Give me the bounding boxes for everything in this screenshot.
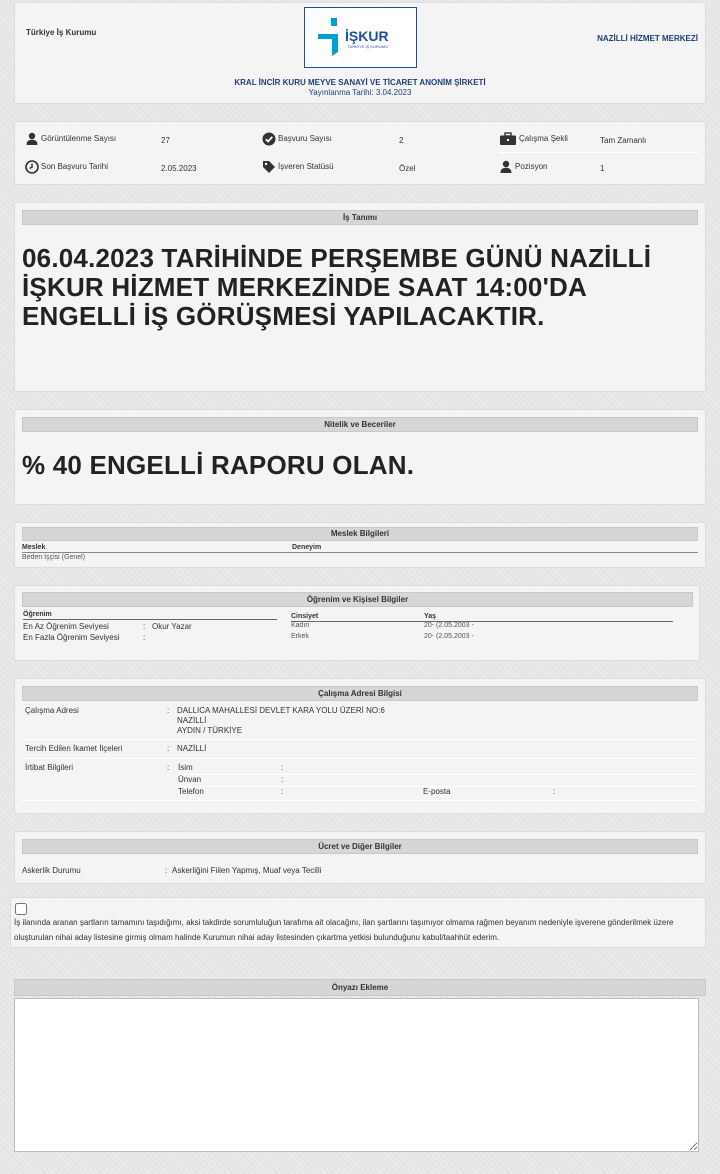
company-name: KRAL İNCİR KURU MEYVE SANAYİ VE TİCARET ANONİM ŞİRKETİ [234, 78, 486, 87]
briefcase-icon [499, 132, 517, 146]
education-col-header: Öğrenim [23, 611, 52, 618]
contact-divider-1 [177, 774, 698, 775]
office-name: NAZİLLİ HİZMET MERKEZİ [597, 34, 698, 43]
age-row-male: 20- (2.05.2003 - [424, 633, 474, 640]
address-divider-3 [22, 800, 698, 801]
employer-status-value: Özel [399, 164, 416, 173]
logo-text: İŞKUR [345, 28, 389, 44]
job-description-panel [14, 202, 706, 392]
gender-header-rule [291, 621, 673, 622]
contact-label: İrtibat Bilgileri [25, 763, 74, 772]
applications-value: 2 [399, 136, 404, 145]
work-type-label: Çalışma Şekli [519, 134, 568, 144]
address-panel [14, 678, 706, 814]
education-header-rule [23, 619, 277, 620]
qualifications-title: Nitelik ve Beceriler [22, 417, 698, 432]
user-icon [25, 132, 39, 146]
work-address-colon: : [167, 706, 170, 715]
position-stat [499, 160, 547, 174]
deadline-value: 2.05.2023 [161, 164, 197, 173]
age-row-female: 20- (2.05.2003 - [424, 622, 474, 629]
contact-name-label: İsim [178, 763, 193, 772]
contact-title-colon: : [281, 775, 284, 784]
employer-status-stat [262, 160, 334, 174]
job-description-text: 06.04.2023 TARİHİNDE PERŞEMBE GÜNÜ NAZİLLİ İŞKUR HİZMET MERKEZİNDE SAAT 14:00'DA ENGELLİ İŞ GÖRÜŞMESİ YAPILACAKTIR. [22, 243, 652, 331]
occupation-col-header: Meslek [22, 544, 46, 551]
views-stat [25, 132, 116, 146]
contact-phone-label: Telefon [178, 787, 204, 796]
contact-phone-colon: : [281, 787, 284, 796]
preferred-district-colon: : [167, 744, 170, 753]
check-circle-icon [262, 132, 276, 146]
org-name: Türkiye İş Kurumu [26, 28, 97, 37]
clock-icon [25, 160, 39, 174]
contact-email-colon: : [553, 787, 556, 796]
max-education-colon: : [143, 633, 146, 642]
min-education-colon: : [143, 622, 146, 631]
cover-letter-bar [14, 979, 706, 996]
views-label: Görüntülenme Sayısı [41, 134, 117, 144]
declaration-text: İş ilanında aranan şartların tamamını taşıdığımı, aksi takdirde sorumluluğun tarafıma ait olacağını, ilan şartlarını taşımıyor olmama rağmen beyanım nedeniyle işverene gönderilmek üzere oluşturulan nihai aday listesine girmiş olmam halinde Kurumun nihai aday listesinden çıkartma yetkisi bulunduğunu kabul/taahhüt ederim. [14, 918, 674, 942]
logo-subtext: TÜRKİYE İŞ KURUMU [347, 44, 388, 49]
education-title: Öğrenim ve Kişisel Bilgiler [22, 592, 693, 607]
position-label: Pozisyon [515, 162, 548, 172]
cover-letter-textarea[interactable] [14, 998, 699, 1152]
contact-email-label: E-posta [423, 787, 451, 796]
position-value: 1 [600, 164, 605, 173]
age-col-header: Yaş [424, 613, 437, 620]
user-icon [499, 160, 513, 174]
job-description-title: İş Tanımı [22, 210, 698, 225]
address-divider-1 [22, 739, 698, 740]
preferred-district-value: NAZİLLİ [177, 744, 207, 753]
stats-panel [14, 121, 706, 185]
address-divider-2 [22, 758, 698, 759]
military-colon: : [165, 866, 168, 875]
deadline-stat [25, 160, 108, 174]
occupation-header-rule [22, 552, 698, 553]
preferred-district-label: Tercih Edilen İkamet İlçeleri [25, 744, 123, 753]
occupation-title: Meslek Bilgileri [22, 527, 698, 541]
gender-col-header: Cinsiyet [291, 613, 319, 620]
applications-label: Başvuru Sayısı [278, 134, 332, 144]
experience-col-header: Deneyim [292, 544, 322, 551]
qualifications-panel [14, 409, 706, 505]
contact-title-label: Ünvan [178, 775, 202, 784]
header-panel [14, 2, 706, 104]
contact-name-colon: : [281, 763, 284, 772]
min-education-value: Okur Yazar [152, 622, 192, 631]
occupation-panel [14, 522, 706, 568]
gender-row-female: Kadın [291, 622, 310, 629]
address-line2: NAZİLLİ [177, 716, 207, 725]
stats-divider [499, 152, 698, 153]
military-label: Askerlik Durumu [22, 866, 81, 875]
views-value: 27 [161, 136, 170, 145]
cover-letter-title: Önyazı Ekleme [331, 983, 389, 992]
deadline-label: Son Başvuru Tarihi [41, 162, 108, 172]
address-line3: AYDIN / TÜRKİYE [177, 726, 243, 735]
publish-date: Yayınlanma Tarihi: 3.04.2023 [308, 88, 412, 97]
declaration-checkbox[interactable] [15, 903, 27, 915]
min-education-label: En Az Öğrenim Seviyesi [23, 622, 109, 631]
applications-stat [262, 132, 332, 146]
work-type-value: Tam Zamanlı [600, 136, 647, 145]
employer-status-label: İşveren Statüsü [278, 162, 334, 172]
gender-row-male: Erkek [291, 633, 309, 640]
occupation-value: Beden İşçisi (Genel) [22, 554, 86, 561]
other-info-title: Ücret ve Diğer Bilgiler [22, 839, 698, 854]
iskur-logo [304, 7, 417, 68]
address-title: Çalışma Adresi Bilgisi [22, 686, 698, 701]
other-info-panel [14, 831, 706, 884]
max-education-label: En Fazla Öğrenim Seviyesi [23, 633, 120, 642]
work-type-stat [499, 132, 568, 146]
tag-icon [262, 160, 276, 174]
work-address-label: Çalışma Adresi [25, 706, 79, 715]
education-panel [14, 585, 700, 661]
qualifications-text: % 40 ENGELLİ RAPORU OLAN. [22, 450, 415, 480]
address-line1: DALLICA MAHALLESİ DEVLET KARA YOLU ÜZERİ NO:6 [177, 706, 385, 715]
military-value: Askerliğini Fiilen Yapmış, Muaf veya Tecilli [172, 866, 322, 875]
contact-colon: : [167, 763, 170, 772]
